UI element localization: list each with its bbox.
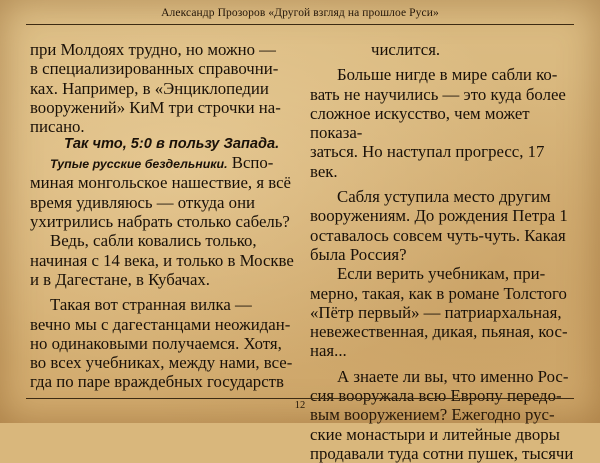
text-line: вать не научились — это куда более <box>310 84 566 104</box>
paragraph-8 <box>310 367 574 463</box>
text-line: ухитрились набрать столько сабель? <box>30 212 290 232</box>
text-line: писано. <box>30 117 85 137</box>
text-line: начиная с 14 века, и только в Москве <box>30 250 294 270</box>
text-line: во всех учебниках, между нами, все- <box>30 353 293 373</box>
text-line: ная... <box>310 341 347 361</box>
text-line: числится. <box>371 40 441 59</box>
text-line: вым вооружением? Ежегодно рус- <box>310 405 555 425</box>
text-line: вечно мы с дагестанцами неожидан- <box>30 314 291 334</box>
text-line: ках. Например, в «Энциклопедии <box>30 78 269 98</box>
paragraph-2 <box>30 153 296 173</box>
text-line: оставалось совсем чуть-чуть. Какая <box>310 225 566 245</box>
paragraph-continuation <box>310 40 574 59</box>
text-line: Сабля уступила место другим <box>337 187 551 207</box>
footer-rule <box>26 398 574 399</box>
left-column <box>30 40 296 392</box>
text-line: вооружениям. До рождения Петра 1 <box>310 206 568 226</box>
text-line: сия вооружала всю Европу передо- <box>310 386 562 406</box>
text-line: при Молдоях трудно, но можно — <box>30 40 276 59</box>
paragraph-6 <box>310 187 574 264</box>
text-line: гда по паре враждебных государств <box>30 372 284 392</box>
text-line: вооружений» КиМ три строчки на- <box>30 97 281 117</box>
section-heading: Так что, 5:0 в пользу Запада. <box>64 136 280 153</box>
text-line: заться. Но наступал прогресс, 17 век. <box>310 142 545 181</box>
paragraph-2-continued <box>30 173 296 231</box>
paragraph-4 <box>30 295 296 391</box>
text-line: А знаете ли вы, что именно Рос- <box>337 366 569 386</box>
paragraph-5 <box>310 65 574 181</box>
text-line: «Пётр первый» — патриархальная, <box>310 302 562 322</box>
text-line: и в Дагестане, в Кубачах. <box>30 269 210 289</box>
text-line: продавали туда сотни пушек, тысячи <box>310 443 574 463</box>
paragraph-3 <box>30 231 296 289</box>
text-line: но одинаковыми получаемся. Хотя, <box>30 333 282 353</box>
paragraph-7 <box>310 264 574 360</box>
section-subheading: Тупые русские бездельники. <box>50 157 228 172</box>
text-line: сложное искусство, чем может показа- <box>310 103 530 143</box>
text-fragment: Вспо- <box>227 153 274 173</box>
header-rule <box>26 24 574 25</box>
paragraph-1 <box>30 40 296 136</box>
text-line: Ведь, сабли ковались только, <box>50 231 257 251</box>
text-line: время удивляюсь — откуда они <box>30 192 256 212</box>
text-line: в специализированных справочни- <box>30 59 279 79</box>
text-line: Если верить учебникам, при- <box>337 264 546 284</box>
text-line: ские монастыри и литейные дворы <box>310 424 560 444</box>
text-line: миная монгольское нашествие, я всё <box>30 173 291 193</box>
text-line: Больше нигде в мире сабли ко- <box>337 65 558 85</box>
text-line: невежественная, дикая, пьяная, кос- <box>310 322 568 342</box>
page-number: 12 <box>294 400 306 411</box>
text-line: была Россия? <box>310 244 407 264</box>
text-line: Такая вот странная вилка — <box>50 295 252 315</box>
running-header: Александр Прозоров «Другой взгляд на прошлое Руси» <box>161 7 439 19</box>
text-line: мерно, такая, как в романе Толстого <box>310 283 567 303</box>
